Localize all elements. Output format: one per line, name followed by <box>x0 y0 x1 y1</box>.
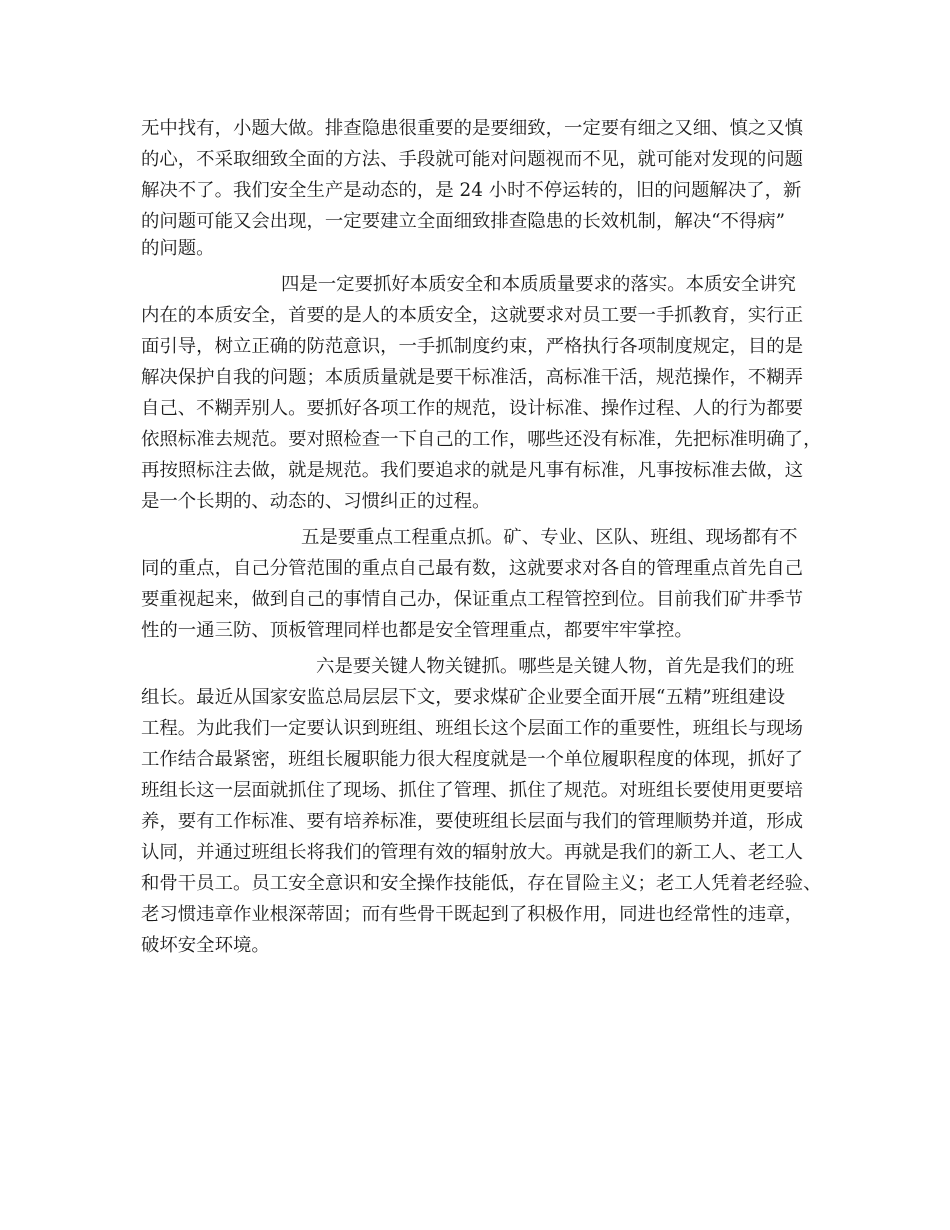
text-line: 性的一通三防、顶板管理同样也都是安全管理重点，都要牢牢掌控。 <box>141 620 693 641</box>
text-line: 自己、不糊弄别人。要抓好各项工作的规范，设计标准、操作过程、人的行为都要 <box>141 398 804 419</box>
text-line: 无中找有，小题大做。排查隐患很重要的是要细致，一定要有细之又细、慎之又慎 <box>141 118 804 139</box>
text-line: 组长。最近从国家安监总局层层下文，要求煤矿企业要全面开展“五精”班组建设 <box>141 687 786 708</box>
text-line: 老习惯违章作业根深蒂固；而有些骨干既起到了积极作用，同进也经常性的违章， <box>141 904 804 925</box>
text-line: 破坏安全环境。 <box>141 935 270 956</box>
text-line: 同的重点，自己分管范围的重点自己最有数，这就要求对各自的管理重点首先自己 <box>141 558 804 579</box>
text-line: 养，要有工作标准、要有培养标准，要使班组长层面与我们的管理顺势并道，形成 <box>141 811 804 832</box>
text-line: 六是要关键人物关键抓。哪些是关键人物，首先是我们的班 <box>316 656 795 677</box>
text-line: 是一个长期的、动态的、习惯纠正的过程。 <box>141 491 491 512</box>
text-line: 和骨干员工。员工安全意识和安全操作技能低，存在冒险主义；老工人凭着老经验、 <box>141 873 822 894</box>
text-line: 面引导，树立正确的防范意识，一手抓制度约束，严格执行各项制度规定，目的是 <box>141 336 804 357</box>
text-line: 解决保护自我的问题；本质质量就是要干标准活，高标准干活，规范操作，不糊弄 <box>141 367 804 388</box>
text-line: 的问题。 <box>141 238 215 259</box>
text-line: 的问题可能又会出现，一定要建立全面细致排查隐患的长效机制，解决“不得病” <box>141 211 786 232</box>
text-line: 工作结合最紧密，班组长履职能力很大程度就是一个单位履职程度的体现，抓好了 <box>141 749 804 770</box>
text-line: 依照标准去规范。要对照检查一下自己的工作，哪些还没有标准，先把标准明确了， <box>141 429 822 450</box>
text-line: 再按照标注去做，就是规范。我们要追求的就是凡事有标准，凡事按标准去做，这 <box>141 460 804 481</box>
text-line: 内在的本质安全，首要的是人的本质安全，这就要求对员工要一手抓教育，实行正 <box>141 305 804 326</box>
text-line: 要重视起来，做到自己的事情自己办，保证重点工程管控到位。目前我们矿井季节 <box>141 589 804 610</box>
text-line: 四是一定要抓好本质安全和本质质量要求的落实。本质安全讲究 <box>281 274 796 295</box>
text-line: 解决不了。我们安全生产是动态的，是 24 小时不停运转的，旧的问题解决了，新 <box>141 180 802 201</box>
text-line: 工程。为此我们一定要认识到班组、班组长这个层面工作的重要性，班组长与现场 <box>141 718 804 739</box>
text-line: 五是要重点工程重点抓。矿、专业、区队、班组、现场都有不 <box>301 527 798 548</box>
text-line: 的心，不采取细致全面的方法、手段就可能对问题视而不见，就可能对发现的问题 <box>141 149 804 170</box>
text-line: 认同，并通过班组长将我们的管理有效的辐射放大。再就是我们的新工人、老工人 <box>141 842 804 863</box>
text-line: 班组长这一层面就抓住了现场、抓住了管理、抓住了规范。对班组长要使用更要培 <box>141 780 804 801</box>
